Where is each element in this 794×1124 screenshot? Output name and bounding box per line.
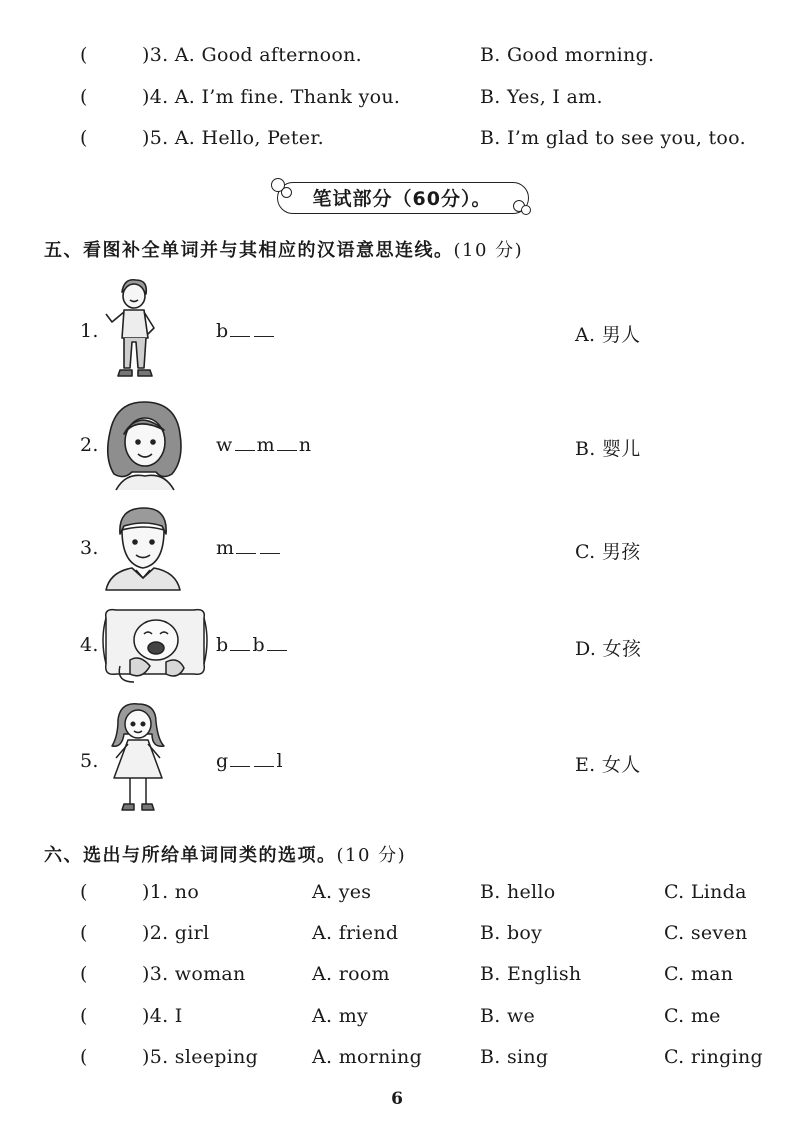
answer-paren[interactable]: (	[80, 963, 88, 985]
section6-points: (10 分)	[336, 845, 407, 866]
option-c: C. man	[664, 963, 734, 985]
option-a: A. yes	[312, 881, 372, 903]
page-number: 6	[391, 1089, 403, 1109]
word-middle: b	[252, 634, 265, 656]
answer-paren[interactable]: (	[80, 1005, 88, 1027]
word-suffix: l	[276, 750, 283, 772]
letter-blank[interactable]	[277, 436, 297, 451]
meaning-option: A. 男人	[575, 324, 641, 346]
item-number: 5.	[80, 750, 99, 772]
answer-paren[interactable]: (	[80, 922, 88, 944]
option-c: C. ringing	[664, 1046, 763, 1068]
word-prefix: m	[216, 537, 235, 559]
option-b: B. we	[480, 1005, 536, 1027]
answer-paren[interactable]: (	[80, 1046, 88, 1068]
woman-face-icon	[102, 398, 188, 492]
word-suffix: n	[298, 434, 312, 456]
man-face-icon	[102, 504, 184, 592]
option-a: )4. A. I’m fine. Thank you.	[142, 86, 401, 108]
banner-title: 笔试部分（60分）。	[312, 188, 492, 210]
meaning-option: B. 婴儿	[575, 438, 641, 460]
word-blank[interactable]	[216, 537, 282, 559]
option-b: B. boy	[480, 922, 543, 944]
option-b: B. English	[480, 963, 582, 985]
section5-title: 五、看图补全单词并与其相应的汉语意思连线。	[44, 240, 454, 261]
answer-paren[interactable]: (	[80, 127, 88, 149]
letter-blank[interactable]	[236, 539, 256, 554]
letter-blank[interactable]	[230, 752, 250, 767]
section6-title: 六、选出与所给单词同类的选项。	[44, 845, 337, 866]
given-word: )4. I	[142, 1005, 183, 1027]
option-c: C. Linda	[664, 881, 747, 903]
girl-figure-icon	[102, 700, 174, 820]
word-blank[interactable]	[216, 634, 289, 656]
letter-blank[interactable]	[260, 539, 280, 554]
word-prefix: b	[216, 320, 229, 342]
given-word: )5. sleeping	[142, 1046, 259, 1068]
word-blank[interactable]	[216, 434, 311, 456]
item-number: 3.	[80, 537, 99, 559]
option-a: A. room	[312, 963, 390, 985]
item-number: 2.	[80, 434, 99, 456]
given-word: )2. girl	[142, 922, 210, 944]
option-a: A. morning	[312, 1046, 423, 1068]
baby-crying-icon	[100, 604, 210, 688]
answer-paren[interactable]: (	[80, 881, 88, 903]
word-middle: m	[256, 434, 275, 456]
section5-points: (10 分)	[453, 240, 524, 261]
word-prefix: g	[216, 750, 229, 772]
letter-blank[interactable]	[254, 322, 274, 337]
answer-paren[interactable]: (	[80, 86, 88, 108]
meaning-option: D. 女孩	[575, 638, 642, 660]
letter-blank[interactable]	[230, 322, 250, 337]
word-blank[interactable]	[216, 320, 276, 342]
word-prefix: w	[216, 434, 233, 456]
word-blank[interactable]	[216, 750, 283, 772]
item-number: 1.	[80, 320, 99, 342]
option-b: B. Yes, I am.	[480, 86, 603, 108]
written-section-banner	[271, 178, 525, 216]
given-word: )1. no	[142, 881, 200, 903]
option-a: )3. A. Good afternoon.	[142, 44, 362, 66]
boy-figure-icon	[102, 276, 166, 386]
letter-blank[interactable]	[254, 752, 274, 767]
answer-paren[interactable]: (	[80, 44, 88, 66]
option-c: C. me	[664, 1005, 721, 1027]
option-b: B. sing	[480, 1046, 549, 1068]
option-b: B. hello	[480, 881, 556, 903]
item-number: 4.	[80, 634, 99, 656]
given-word: )3. woman	[142, 963, 246, 985]
option-a: A. friend	[312, 922, 399, 944]
section6-heading	[44, 841, 406, 867]
option-b: B. Good morning.	[480, 44, 655, 66]
meaning-option: C. 男孩	[575, 541, 641, 563]
option-a: A. my	[312, 1005, 369, 1027]
option-b: B. I’m glad to see you, too.	[480, 127, 746, 149]
meaning-option: E. 女人	[575, 754, 641, 776]
letter-blank[interactable]	[267, 636, 287, 651]
letter-blank[interactable]	[235, 436, 255, 451]
word-prefix: b	[216, 634, 229, 656]
option-a: )5. A. Hello, Peter.	[142, 127, 324, 149]
letter-blank[interactable]	[230, 636, 250, 651]
option-c: C. seven	[664, 922, 748, 944]
section5-heading	[44, 236, 523, 262]
